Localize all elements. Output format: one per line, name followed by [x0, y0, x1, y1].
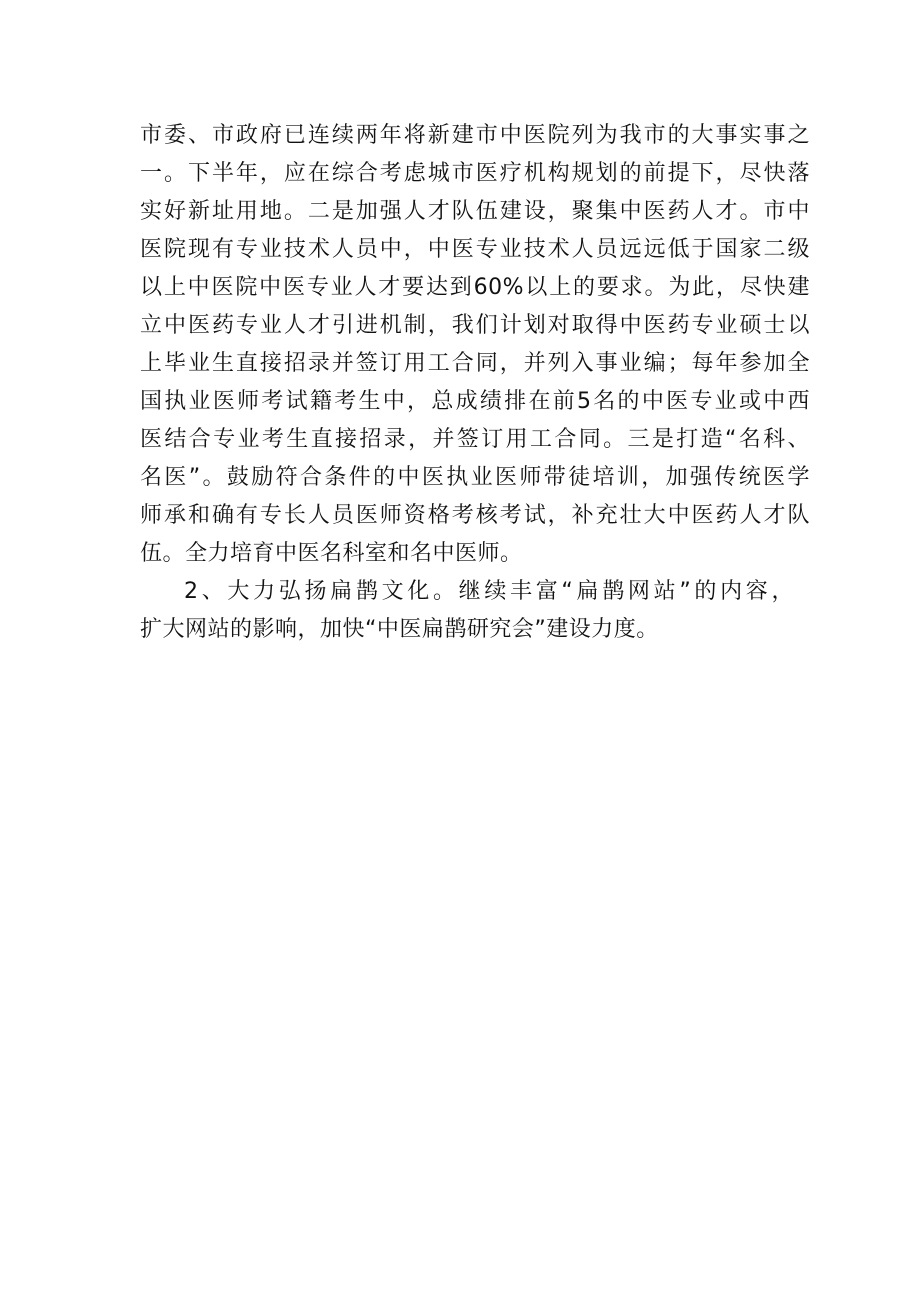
paragraph-2	[140, 573, 810, 649]
text-line: 实好新址用地。二是加强人才队伍建设，聚集中医药人才。市中	[140, 199, 810, 224]
text-line: 伍。全力培育中医名科室和名中医师。	[140, 541, 523, 566]
text-line: 扩大网站的影响，加快“中医扁鹊研究会”建设力度。	[140, 617, 659, 642]
body-text	[140, 117, 810, 649]
text-line: 2、大力弘扬扁鹊文化。继续丰富“扁鹊网站”的内容，	[184, 579, 794, 604]
text-line: 名医”。鼓励符合条件的中医执业医师带徒培训，加强传统医学	[140, 465, 810, 490]
text-line: 医结合专业考生直接招录，并签订用工合同。三是打造“名科、	[140, 427, 810, 452]
text-line: 立中医药专业人才引进机制，我们计划对取得中医药专业硕士以	[140, 313, 810, 338]
text-line: 国执业医师考试籍考生中，总成绩排在前5名的中医专业或中西	[140, 389, 810, 414]
text-line: 师承和确有专长人员医师资格考核考试，补充壮大中医药人才队	[140, 503, 810, 528]
text-line: 医院现有专业技术人员中，中医专业技术人员远远低于国家二级	[140, 237, 810, 262]
text-line: 以上中医院中医专业人才要达到60%以上的要求。为此，尽快建	[140, 275, 810, 300]
text-line: 市委、市政府已连续两年将新建市中医院列为我市的大事实事之	[140, 123, 810, 148]
paragraph-1	[140, 117, 810, 573]
text-line: 一。下半年，应在综合考虑城市医疗机构规划的前提下，尽快落	[140, 161, 810, 186]
text-line: 上毕业生直接招录并签订用工合同，并列入事业编；每年参加全	[140, 351, 810, 376]
